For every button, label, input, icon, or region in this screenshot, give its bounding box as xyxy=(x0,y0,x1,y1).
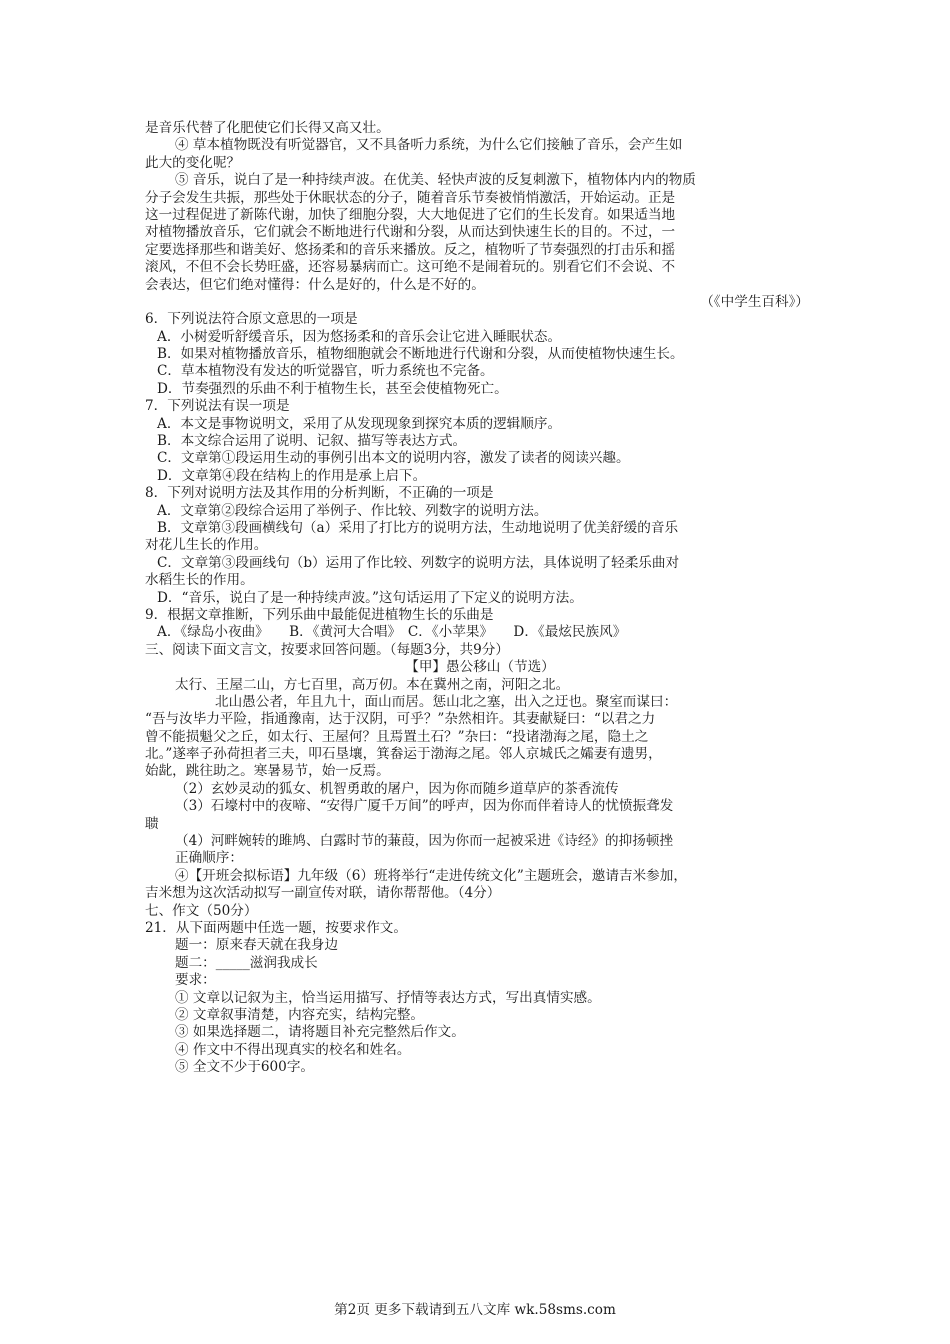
question-6-option: D．节奏强烈的乐曲不利于植物生长，甚至会使植物死亡。 xyxy=(157,380,508,397)
question-8-option-b: B．文章第③段画横线句（a）采用了打比方的说明方法，生动地说明了优美舒缓的音乐 xyxy=(157,519,679,536)
question-7-option: D．文章第④段在结构上的作用是承上启下。 xyxy=(157,467,427,484)
classical-text-line: 始龀，跳往助之。寒暑易节，始一反焉。 xyxy=(145,763,390,780)
passage-paragraph-5-line: 会表达，但它们绝对懂得：什么是好的，什么是不好的。 xyxy=(145,276,485,293)
question-8-option-a: A．文章第②段综合运用了举例子、作比较、列数字的说明方法。 xyxy=(157,502,548,519)
question-9-options: A．《绿岛小夜曲》 B．《黄河大合唱》 C．《小苹果》 D．《最炫民族风》 xyxy=(157,624,627,641)
fragment-4: （4）河畔婉转的雎鸠、白露时节的蒹葭，因为你而一起被采进《诗经》的抑扬顿挫 xyxy=(175,833,674,850)
classical-text-line: “吾与汝毕力平险，指通豫南，达于汉阴，可乎？”杂然相许。其妻献疑曰：“以君之力 xyxy=(145,711,656,728)
couplet-question: ④【开班会拟标语】九年级（6）班将举行“走进传统文化”主题班会，邀请吉米参加， xyxy=(175,867,687,884)
passage-paragraph-5-line: 定要选择那些和谐美好、悠扬柔和的音乐来播放。反之，植物听了节奏强烈的打击乐和摇 xyxy=(145,241,676,258)
passage-paragraph-3-tail: 是音乐代替了化肥使它们长得又高又壮。 xyxy=(145,120,390,136)
question-8-option-b-cont: 对花儿生长的作用。 xyxy=(145,537,268,554)
essay-topic-2: 题二：_____滋润我成长 xyxy=(175,954,318,971)
question-21-stem: 21．从下面两题中任选一题，按要求作文。 xyxy=(145,919,407,936)
question-6-stem: 6．下列说法符合原文意思的一项是 xyxy=(145,311,358,328)
passage-source: （《中学生百科》） xyxy=(700,293,809,310)
question-8-option-c: C．文章第③段画线句（b）运用了作比较、列数字的说明方法，具体说明了轻柔乐曲对 xyxy=(157,554,680,571)
question-7-stem: 7．下列说法有误一项是 xyxy=(145,398,290,415)
question-9-stem: 9．根据文章推断，下列乐曲中最能促进植物生长的乐曲是 xyxy=(145,606,494,623)
classical-text-title: 【甲】愚公移山（节选） xyxy=(405,659,555,676)
requirements-label: 要求： xyxy=(175,972,216,989)
couplet-question-cont: 吉米想为这次活动拟写一副宣传对联，请你帮帮他。（4分） xyxy=(145,885,501,902)
classical-text-line: 太行、王屋二山，方七百里，高万仞。本在冀州之南，河阳之北。 xyxy=(175,676,570,693)
passage-paragraph-5-line: 对植物播放音乐，它们就会不断地进行代谢和分裂，从而达到快速生长的目的。不过，一 xyxy=(145,224,676,241)
requirement-item: ① 文章以记叙为主，恰当运用描写、抒情等表达方式，写出真情实感。 xyxy=(175,989,601,1006)
passage-paragraph-5-line: 分子会发生共振，那些处于休眠状态的分子，随着音乐节奏被悄悄激活，开始运动。正是 xyxy=(145,189,676,206)
fragment-3-cont: 聩 xyxy=(145,815,159,832)
essay-topic-1: 题一：原来春天就在我身边 xyxy=(175,937,339,954)
question-7-option: C．文章第①段运用生动的事例引出本文的说明内容，激发了读者的阅读兴趣。 xyxy=(157,450,630,467)
requirement-item: ④ 作文中不得出现真实的校名和姓名。 xyxy=(175,1041,411,1058)
requirement-item: ③ 如果选择题二，请将题目补充完整然后作文。 xyxy=(175,1024,465,1041)
question-6-option: A．小树爱听舒缓音乐，因为悠扬柔和的音乐会让它进入睡眠状态。 xyxy=(157,328,562,345)
fragment-2: （2）玄妙灵动的狐女、机智勇敢的屠户，因为你而随乡道草庐的茶香流传 xyxy=(175,780,619,797)
classical-text-line: 北山愚公者，年且九十，面山而居。惩山北之塞，出入之迂也。聚室而谋曰： xyxy=(215,693,678,710)
question-8-stem: 8．下列对说明方法及其作用的分析判断，不正确的一项是 xyxy=(145,485,494,502)
question-6-option: C．草本植物没有发达的听觉器官，听力系统也不完备。 xyxy=(157,363,494,380)
passage-paragraph-5-line: 这一过程促进了新陈代谢，加快了细胞分裂，大大地促进了它们的生长发育。如果适当地 xyxy=(145,206,676,223)
passage-paragraph-5-line: ⑤ 音乐，说白了是一种持续声波。在优美、轻快声波的反复刺激下，植物体内内的物质 xyxy=(175,172,696,189)
passage-paragraph-4-line: ④ 草本植物既没有听觉器官，又不具备听力系统，为什么它们接触了音乐，会产生如 xyxy=(175,137,683,154)
section-3-heading: 三、阅读下面文言文，按要求回答问题。（每题3分，共9分） xyxy=(145,641,509,658)
question-8-option-d: D．“音乐，说白了是一种持续声波。”这句话运用了下定义的说明方法。 xyxy=(157,589,583,606)
requirement-item: ② 文章叙事清楚，内容充实，结构完整。 xyxy=(175,1006,425,1023)
question-7-option: A．本文是事物说明文，采用了从发现现象到探究本质的逻辑顺序。 xyxy=(157,415,562,432)
question-6-option: B．如果对植物播放音乐，植物细胞就会不断地进行代谢和分裂，从而使植物快速生长。 xyxy=(157,346,684,363)
passage-paragraph-5-line: 滚风，不但不会长势旺盛，还容易暴病而亡。这可绝不是闹着玩的。别看它们不会说、不 xyxy=(145,259,676,276)
fragment-3: （3）石壕村中的夜啼、“安得广厦千万间”的呼声，因为你而伴着诗人的忧愤振聋发 xyxy=(175,798,674,815)
section-7-heading: 七、作文（50分） xyxy=(145,902,258,919)
question-7-option: B．本文综合运用了说明、记叙、描写等表达方式。 xyxy=(157,433,467,450)
classical-text-line: 曾不能损魁父之丘，如太行、王屋何？且焉置土石？”杂曰：“投诸渤海之尾，隐土之 xyxy=(145,728,649,745)
question-8-option-c-cont: 水稻生长的作用。 xyxy=(145,572,254,589)
page-content xyxy=(145,120,815,1076)
classical-text-line: 北。”遂率子孙荷担者三夫，叩石垦壤，箕畚运于渤海之尾。邻人京城氏之孀妻有遗男， xyxy=(145,746,662,763)
correct-order-label: 正确顺序： xyxy=(175,850,243,867)
requirement-item: ⑤ 全文不少于600字。 xyxy=(175,1059,315,1076)
page-footer: 第2页 更多下载请到五八文库 wk.58sms.com xyxy=(334,1302,616,1318)
passage-paragraph-4-line: 此大的变化呢？ xyxy=(145,154,241,171)
